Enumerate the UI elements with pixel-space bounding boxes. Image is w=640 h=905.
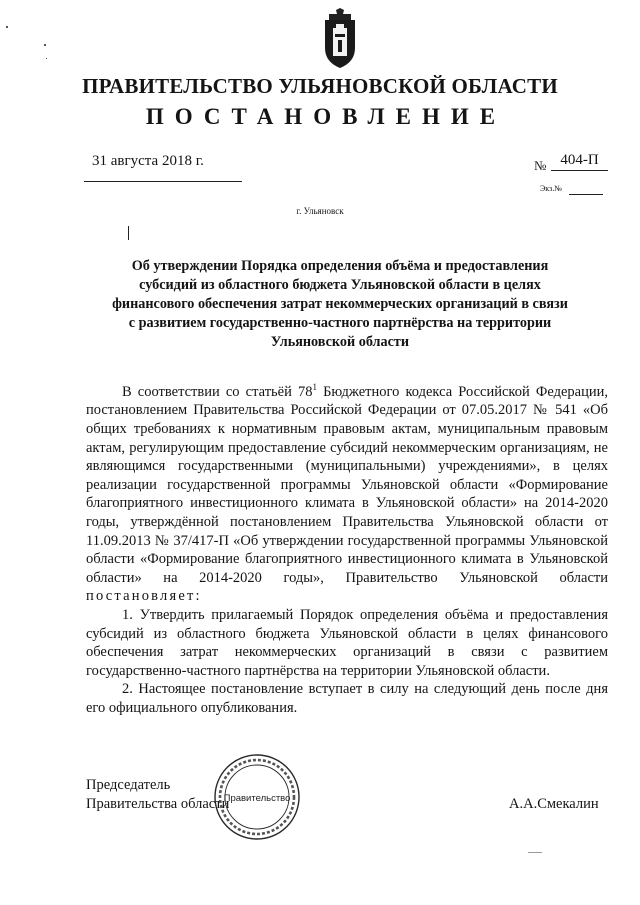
- article-superscript: 1: [312, 382, 317, 392]
- copy-number-label: Экз.№: [540, 184, 562, 193]
- preamble-paragraph: [86, 378, 608, 606]
- preamble-start: В соответствии со статьёй 78: [122, 383, 313, 400]
- official-seal: [212, 752, 302, 842]
- number-sign: №: [534, 158, 547, 173]
- resolves-word: постановляет:: [86, 588, 202, 605]
- city: г. Ульяновск: [296, 206, 344, 216]
- scan-mark: [128, 226, 129, 240]
- signatory-title: [86, 776, 229, 813]
- organization-name: ПРАВИТЕЛЬСТВО УЛЬЯНОВСКОЙ ОБЛАСТИ: [82, 74, 558, 98]
- document-body: [86, 378, 608, 718]
- document-title: [95, 257, 585, 352]
- seal-text: Правительство: [223, 793, 291, 804]
- scan-speck: [44, 44, 46, 46]
- document-date: 31 августа 2018 г.: [92, 153, 204, 169]
- clause-1: 1. Утвердить прилагаемый Порядок определения объёма и предоставления субсидий из областного бюджета Ульяновской области в целях финансового обеспечения затрат некоммерческих организаций в связи с развитием государственно-частного партнёрства на территории Ульяновской области.: [86, 606, 608, 679]
- coat-of-arms-emblem: [322, 8, 358, 70]
- preamble-text: Бюджетного кодекса Российской Федерации, постановлением Правительства Российской Федерации от 07.05.2017 № 541 «Об общих требованиях к нормативным правовым актам, муниципальным правовым актам, регулирующим предоставление субсидий некоммерческим организациям, не являющимся государственными (муниципальными) учреждениями», в целях реализации государственной программы Ульяновской области «Формирование благоприятного инвестиционного климата в Ульяновской области» на 2014-2020 годы, утверждённой постановлением Правительства Ульяновской области от 11.09.2013 № 37/417-П «Об утверждении государственной программы Ульяновской области «Формирование благоприятного инвестиционного климата в Ульяновской области» на 2014-2020 годы», Правительство Ульяновской области: [86, 383, 608, 586]
- signatory-name: А.А.Смекалин: [509, 796, 599, 812]
- clause-2: 2. Настоящее постановление вступает в силу на следующий день после дня его официального опубликования.: [86, 681, 608, 716]
- document-number: 404-П: [551, 152, 608, 171]
- scan-speck: [46, 58, 47, 59]
- date-underline: [84, 181, 242, 182]
- title-line: финансового обеспечения затрат некоммерческих организаций в связи: [112, 296, 568, 312]
- title-line: с развитием государственно-частного партнёрства на территории: [128, 315, 552, 331]
- title-line: Ульяновской области: [270, 334, 410, 350]
- copy-number-underline: [569, 194, 603, 195]
- scan-speck: [528, 852, 542, 853]
- title-line: субсидий из областного бюджета Ульяновской области в целях: [139, 277, 541, 293]
- signatory-title-line: Председатель: [86, 777, 171, 793]
- scan-speck: [6, 26, 8, 28]
- title-line: Об утверждении Порядка определения объёма и предоставления: [131, 258, 549, 274]
- signatory-title-line: Правительства области: [86, 795, 230, 812]
- document-type: ПОСТАНОВЛЕНИЕ: [145, 104, 507, 129]
